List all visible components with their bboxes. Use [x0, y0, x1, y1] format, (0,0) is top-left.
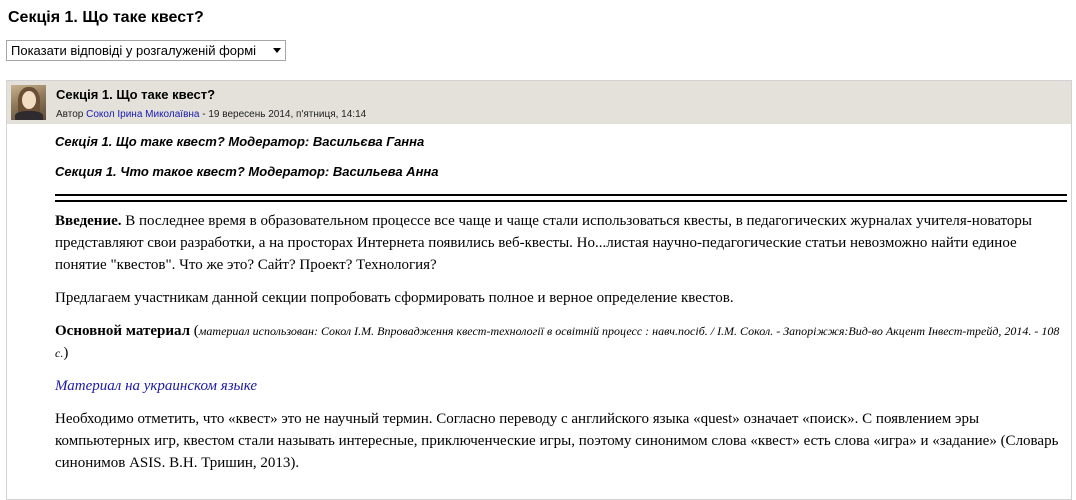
- double-divider: [55, 194, 1067, 202]
- avatar-body: [15, 111, 43, 120]
- post-body: [55, 130, 1067, 485]
- display-mode-select[interactable]: [6, 40, 286, 61]
- author-link[interactable]: Сокол Ірина Миколаївна: [86, 109, 200, 120]
- main-material-label: Основной материал: [55, 323, 191, 339]
- chevron-down-icon: [273, 48, 281, 53]
- forum-post: [6, 80, 1072, 500]
- avatar[interactable]: [11, 85, 46, 120]
- quest-definition-paragraph: Необходимо отметить, что «квест» это не научный термин. Согласно переводу с английского языка «quest» означает «поиск». С появлением эры компьютерных игр, квестом стали называть интересные, приключенческие игры, поэтому синонимом слова «квест» есть слова «игра» и «задание» (Словарь синонимов ASIS. В.Н. Тришин, 2013).: [55, 411, 1059, 471]
- main-material-paragraph: [55, 320, 1067, 364]
- display-mode-value: Показати відповіді у розгалуженій формі: [11, 43, 257, 58]
- page-title: Секція 1. Що таке квест?: [8, 9, 204, 26]
- author-prefix: Автор: [56, 109, 84, 120]
- intro-label: Введение.: [55, 213, 122, 229]
- intro-text: В последнее время в образовательном процессе все чаще и чаще стали использоваться квесты, в педагогических журналах учителя-новаторы представляют свои разработки, а на просторах Интернета появились веб-квесты. Но...листая научно-педагогические статьи невозможно найти единое понятие "квестов". Что же это? Сайт? Проект? Технология?: [55, 213, 1032, 273]
- post-subject: Секція 1. Що таке квест?: [56, 87, 216, 102]
- avatar-face: [22, 91, 36, 109]
- proposal-paragraph: Предлагаем участникам данной секции попробовать сформировать полное и верное определение квестов.: [55, 290, 734, 306]
- post-header: [7, 81, 1071, 124]
- source-note: материал использован: Сокол І.М. Впровадження квест-технології в освітній процесс : навч.посіб. / І.М. Сокол. - Запоріжжя:Вид-во Акцент Інвест-трейд, 2014. - 108 с.: [55, 324, 1060, 360]
- moderator-line-ru: Секция 1. Что такое квест? Модератор: Васильева Анна: [55, 164, 439, 179]
- intro-paragraph: [55, 210, 1067, 276]
- source-close: ): [63, 345, 69, 361]
- ukrainian-material-link[interactable]: Материал на украинском языке: [55, 378, 258, 394]
- moderator-line-ua: Секція 1. Що таке квест? Модератор: Васильєва Ганна: [55, 134, 425, 149]
- post-date: - 19 вересень 2014, п'ятниця, 14:14: [202, 109, 367, 120]
- source-open: (: [190, 323, 199, 339]
- post-byline: [56, 109, 366, 120]
